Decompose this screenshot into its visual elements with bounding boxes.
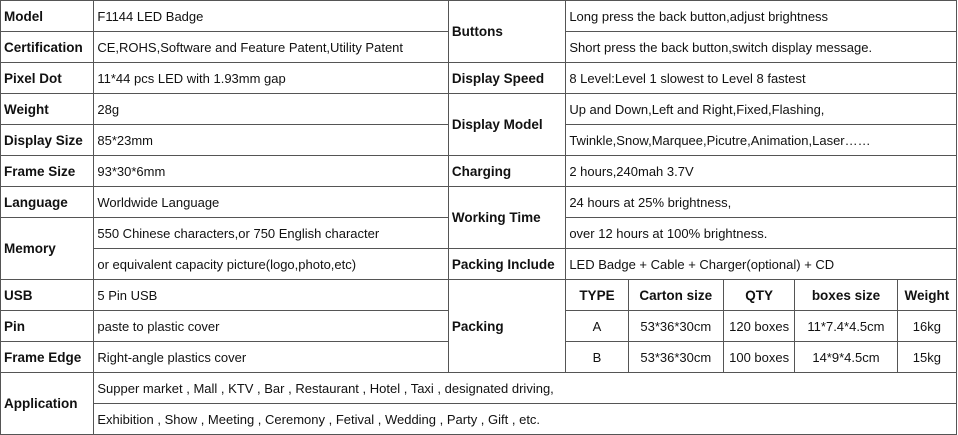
model-label: Model — [1, 1, 94, 32]
application-label: Application — [1, 373, 94, 435]
table-row — [1, 1, 957, 32]
packing-header-boxes: boxes size — [795, 280, 897, 311]
packing-cell: 53*36*30cm — [628, 342, 723, 373]
packing-cell: 120 boxes — [723, 311, 794, 342]
pin-label: Pin — [1, 311, 94, 342]
pixel-dot-label: Pixel Dot — [1, 63, 94, 94]
display-speed-value: 8 Level:Level 1 slowest to Level 8 fastest — [566, 63, 957, 94]
display-model-line-2: Twinkle,Snow,Marquee,Picutre,Animation,Laser…… — [566, 125, 957, 156]
table-row — [1, 94, 957, 125]
weight-label: Weight — [1, 94, 94, 125]
packing-include-value: LED Badge + Cable + Charger(optional) + CD — [566, 249, 957, 280]
buttons-line-2: Short press the back button,switch display message. — [566, 32, 957, 63]
packing-cell: 14*9*4.5cm — [795, 342, 897, 373]
frame-size-value: 93*30*6mm — [94, 156, 448, 187]
working-time-line-1: 24 hours at 25% brightness, — [566, 187, 957, 218]
certification-label: Certification — [1, 32, 94, 63]
packing-cell: 100 boxes — [723, 342, 794, 373]
packing-label: Packing — [448, 280, 565, 373]
packing-header-qty: QTY — [723, 280, 794, 311]
display-size-label: Display Size — [1, 125, 94, 156]
certification-value: CE,ROHS,Software and Feature Patent,Utility Patent — [94, 32, 448, 63]
frame-edge-label: Frame Edge — [1, 342, 94, 373]
buttons-line-1: Long press the back button,adjust brightness — [566, 1, 957, 32]
model-value: F1144 LED Badge — [94, 1, 448, 32]
table-row — [1, 404, 957, 435]
packing-cell: 53*36*30cm — [628, 311, 723, 342]
charging-label: Charging — [448, 156, 565, 187]
usb-label: USB — [1, 280, 94, 311]
usb-value: 5 Pin USB — [94, 280, 448, 311]
memory-label: Memory — [1, 218, 94, 280]
table-row — [1, 156, 957, 187]
language-value: Worldwide Language — [94, 187, 448, 218]
packing-cell: 16kg — [897, 311, 956, 342]
application-line-1: Supper market , Mall , KTV , Bar , Restaurant , Hotel , Taxi , designated driving, — [94, 373, 957, 404]
packing-cell: B — [566, 342, 628, 373]
packing-header-carton: Carton size — [628, 280, 723, 311]
table-row — [1, 280, 957, 311]
pin-value: paste to plastic cover — [94, 311, 448, 342]
packing-include-label: Packing Include — [448, 249, 565, 280]
buttons-label: Buttons — [448, 1, 565, 63]
language-label: Language — [1, 187, 94, 218]
memory-line-1: 550 Chinese characters,or 750 English character — [94, 218, 448, 249]
weight-value: 28g — [94, 94, 448, 125]
working-time-label: Working Time — [448, 187, 565, 249]
charging-value: 2 hours,240mah 3.7V — [566, 156, 957, 187]
memory-line-2: or equivalent capacity picture(logo,photo,etc) — [94, 249, 448, 280]
display-speed-label: Display Speed — [448, 63, 565, 94]
packing-cell: 11*7.4*4.5cm — [795, 311, 897, 342]
display-size-value: 85*23mm — [94, 125, 448, 156]
packing-header-type: TYPE — [566, 280, 628, 311]
application-line-2: Exhibition , Show , Meeting , Ceremony , Fetival , Wedding , Party , Gift , etc. — [94, 404, 957, 435]
display-model-label: Display Model — [448, 94, 565, 156]
packing-header-weight: Weight — [897, 280, 956, 311]
table-row — [1, 63, 957, 94]
table-row — [1, 187, 957, 218]
working-time-line-2: over 12 hours at 100% brightness. — [566, 218, 957, 249]
packing-cell: 15kg — [897, 342, 956, 373]
pixel-dot-value: 11*44 pcs LED with 1.93mm gap — [94, 63, 448, 94]
packing-cell: A — [566, 311, 628, 342]
display-model-line-1: Up and Down,Left and Right,Fixed,Flashing, — [566, 94, 957, 125]
frame-size-label: Frame Size — [1, 156, 94, 187]
table-row — [1, 249, 957, 280]
frame-edge-value: Right-angle plastics cover — [94, 342, 448, 373]
table-row — [1, 373, 957, 404]
